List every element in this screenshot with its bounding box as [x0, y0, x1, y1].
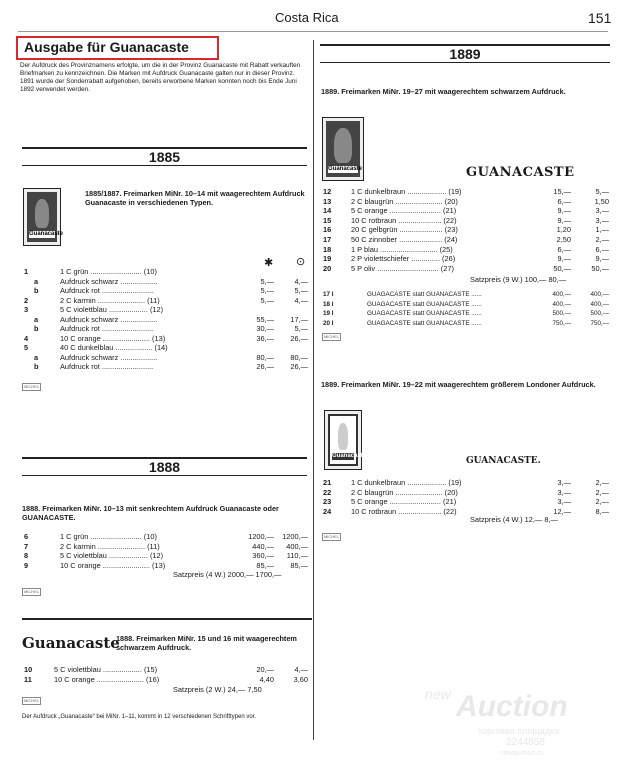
section-title-box — [16, 36, 219, 60]
row-price-mint: 36,— — [256, 333, 274, 343]
table-row — [321, 207, 611, 215]
table-row — [22, 278, 310, 286]
row-price-used: 750,— — [590, 319, 609, 327]
row-price-mint: 3,— — [557, 497, 571, 506]
row-number: 14 — [323, 206, 332, 216]
row-price-mint: 5,— — [260, 286, 274, 295]
row-price-used: 2,— — [595, 235, 609, 244]
watermark-prefix: new — [425, 686, 451, 702]
row-number: 23 — [323, 497, 332, 506]
total-1889: Satzpreis (9 W.) 100,— 80,— — [470, 275, 567, 284]
michel-logo: MICHEL — [323, 534, 340, 539]
row-number: 16 — [323, 225, 332, 235]
total-1888b: Satzpreis (2 W.) 24,— 7,50 — [173, 685, 262, 694]
row-price-mint: 3,— — [557, 478, 571, 487]
row-price-used: 400,— — [286, 541, 308, 551]
row-subletter: a — [34, 314, 39, 324]
michel-logo: MICHEL — [23, 589, 40, 594]
heading-1885: 1885/1887. Freimarken MiNr. 10–14 mit waagerechtem Aufdruck Guanacaste in verschiedenen Typen. — [85, 189, 305, 207]
row-price-used: 9,— — [595, 254, 609, 264]
year-1889: 1889 — [449, 46, 481, 62]
row-description: 2 C blaugrün ....................... (20) — [351, 196, 458, 206]
row-price-used: 400,— — [590, 291, 609, 298]
table-row — [22, 335, 310, 343]
row-price-mint: 80,— — [256, 352, 274, 362]
watermark-tagline: торговая площадка — [478, 726, 560, 736]
row-description: Aufdruck rot ......................... — [60, 362, 154, 371]
table-row — [22, 268, 310, 276]
row-number: 10 — [24, 665, 33, 674]
row-price-mint: 6,— — [557, 244, 571, 254]
table-row — [321, 217, 611, 225]
row-description: 2 C karmin ....................... (11) — [60, 541, 160, 551]
row-price-mint: 500,— — [552, 310, 571, 317]
overprint-1889: GUANACASTE — [466, 165, 575, 180]
row-price-mint: 5,— — [260, 276, 274, 286]
row-number: 5 — [24, 343, 29, 352]
overprint-guanacaste: Guanacaste — [22, 634, 120, 652]
michel-logo: MICHEL — [323, 334, 340, 339]
row-price-used: 1,50 — [594, 196, 609, 206]
row-number: 18 I — [323, 300, 334, 308]
table-row — [321, 291, 611, 299]
heading-1889: 1889. Freimarken MiNr. 19–27 mit waagerechtem schwarzem Aufdruck. — [321, 87, 566, 96]
table-row — [321, 188, 611, 196]
page-number: 151 — [588, 10, 612, 26]
row-description: 1 C dunkelbraun ................... (19) — [351, 478, 462, 487]
row-price-mint: 9,— — [557, 215, 571, 225]
row-price-mint: 2,50 — [556, 235, 571, 244]
row-price-mint: 30,— — [256, 324, 274, 333]
table-row — [22, 552, 310, 560]
used-symbol: ⊙ — [296, 256, 306, 268]
year-bar-1888 — [22, 457, 307, 476]
row-description: Aufdruck schwarz .................. — [60, 352, 158, 362]
table-row — [321, 236, 611, 244]
heading-1888b: 1888. Freimarken MiNr. 15 und 16 mit waagerechtem schwarzem Aufdruck. — [116, 634, 297, 652]
row-description: GUAGACASTE statt GUANACASTE ...... — [367, 300, 482, 308]
section-title: Ausgabe für Guanacaste — [24, 39, 189, 55]
row-price-used: 80,— — [290, 352, 308, 362]
row-description: 5 C violettblau ................... (12) — [60, 551, 164, 560]
row-subletter: b — [34, 362, 39, 371]
row-subletter: b — [34, 324, 39, 333]
row-description: 10 C orange ....................... (16) — [54, 675, 160, 684]
row-number: 4 — [24, 333, 29, 343]
rule-1888b — [22, 618, 312, 620]
table-row — [321, 246, 611, 254]
row-description: 1 C dunkelbraun ................... (19) — [351, 187, 462, 196]
row-price-used: 26,— — [290, 333, 308, 343]
row-price-mint: 3,— — [557, 487, 571, 497]
row-description: 5 C violettblau ................... (15) — [54, 665, 158, 674]
watermark-site: newauction.ru — [500, 750, 544, 757]
row-description: 1 P blau ............................ (25) — [351, 244, 453, 254]
row-number: 11 — [24, 675, 32, 684]
table-row — [321, 301, 611, 309]
year-1888: 1888 — [148, 459, 181, 475]
table-row — [321, 479, 611, 487]
row-number: 17 — [323, 235, 332, 244]
row-price-used: 2,— — [595, 478, 609, 487]
row-description: 50 C zinnober ..................... (24) — [351, 235, 458, 244]
table-row — [321, 265, 611, 273]
table-row — [22, 344, 310, 352]
row-price-mint: 1200,— — [248, 532, 274, 541]
row-description: GUAGACASTE statt GUANACASTE ...... — [367, 291, 482, 298]
table-row — [22, 666, 310, 674]
row-price-used: 110,— — [286, 551, 308, 560]
header-rule — [18, 31, 608, 32]
row-description: 5 C orange ......................... (21) — [351, 206, 457, 216]
row-price-mint: 1,20 — [556, 225, 571, 235]
row-price-used: 17,— — [290, 314, 308, 324]
row-number: 20 — [323, 263, 332, 273]
row-price-used: 26,— — [290, 362, 308, 371]
table-row — [22, 306, 310, 314]
mint-symbol: ✱ — [264, 257, 274, 269]
row-description: 5 C violettblau ................... (12) — [60, 305, 164, 314]
row-number: 17 I — [323, 291, 334, 298]
table-row — [22, 287, 310, 295]
row-description: 10 C orange ....................... (13) — [60, 560, 166, 570]
table-row — [321, 498, 611, 506]
row-price-used: 2,— — [595, 487, 609, 497]
row-number: 22 — [323, 487, 332, 497]
table-row — [321, 255, 611, 263]
header-country: Costa Rica — [275, 10, 339, 25]
table-row — [321, 310, 611, 318]
row-description: 2 P violettschiefer .............. (26) — [351, 254, 456, 264]
row-price-mint: 360,— — [252, 551, 274, 560]
stamp-overprint: Guanacaste — [328, 166, 363, 172]
row-description: 40 C dunkelblau .................. (14) — [60, 343, 168, 352]
watermark-id: 2244858 — [506, 737, 545, 748]
table-row — [22, 325, 310, 333]
row-number: 6 — [24, 532, 29, 541]
row-price-used: 4,— — [294, 665, 308, 674]
table-row — [321, 198, 611, 206]
row-price-used: 8,— — [595, 506, 609, 516]
row-number: 18 — [323, 244, 332, 254]
row-number: 1 — [24, 267, 29, 276]
michel-logo: MICHEL — [23, 384, 40, 389]
stamp-image-1885 — [23, 188, 64, 246]
row-price-used: 4,— — [294, 276, 308, 286]
table-row — [321, 489, 611, 497]
row-description: Aufdruck rot ......................... — [60, 286, 154, 295]
michel-logo: MICHEL — [23, 698, 40, 703]
row-description: 10 C rotbraun ..................... (22) — [351, 215, 457, 225]
row-description: GUAGACASTE statt GUANACASTE ...... — [367, 310, 482, 317]
row-price-mint: 440,— — [252, 541, 274, 551]
row-price-used: 1200,— — [282, 532, 308, 541]
row-description: 2 C blaugrün ....................... (20) — [351, 487, 458, 497]
intro-text: Der Aufdruck des Provinznamens erfolgte, um die in der Provinz Guanacaste mit Rabatt verkauften Briefmarken zu kennzeichnen. Die Marken mit Aufdruck Guanacaste galten nur in dieser Provinz. 1891 wurde der Sonderrabatt aufgehoben, bereits erworbene Marken konnten noch bis Ende Juni 1892 verwendet werden. — [20, 62, 301, 93]
row-price-mint: 400,— — [552, 291, 571, 298]
stamp-overprint: Guanacaste — [29, 231, 64, 237]
row-price-used: 400,— — [590, 300, 609, 308]
row-price-mint: 6,— — [557, 196, 571, 206]
row-price-mint: 5,— — [260, 295, 274, 305]
row-description: 10 C rotbraun ..................... (22) — [351, 506, 457, 516]
row-price-mint: 15,— — [553, 187, 571, 196]
row-number: 9 — [24, 560, 29, 570]
row-price-used: 3,— — [595, 206, 609, 216]
row-price-used: 500,— — [590, 310, 609, 317]
footnote: Der Aufdruck „Guanacaste“ bei MiNr. 1–11, kommt in 12 verschiedenen Schrifttypen vor. — [22, 714, 256, 720]
total-1889b: Satzpreis (4 W.) 12,— 8,— — [470, 515, 558, 524]
row-number: 7 — [24, 541, 29, 551]
table-row — [22, 354, 310, 362]
row-price-mint: 12,— — [553, 506, 571, 516]
row-number: 19 I — [323, 310, 334, 317]
row-number: 13 — [323, 196, 332, 206]
column-divider — [313, 40, 314, 740]
row-price-mint: 9,— — [557, 254, 571, 264]
row-number: 20 I — [323, 319, 334, 327]
row-price-mint: 400,— — [552, 300, 571, 308]
row-price-mint: 4,40 — [259, 675, 274, 684]
stamp-image-1889b — [324, 410, 367, 470]
row-price-mint: 26,— — [256, 362, 274, 371]
row-price-used: 5,— — [294, 324, 308, 333]
row-price-used: 2,— — [595, 497, 609, 506]
row-description: Aufdruck rot ......................... — [60, 324, 154, 333]
row-description: 5 P oliv .............................. (27) — [351, 263, 454, 273]
table-row — [321, 320, 611, 328]
row-description: GUAGACASTE statt GUANACASTE ...... — [367, 319, 482, 327]
row-description: 1 C grün ......................... (10) — [60, 532, 157, 541]
heading-1888: 1888. Freimarken MiNr. 10–13 mit senkrechtem Aufdruck Guanacaste oder GUANACASTE. — [22, 504, 279, 522]
table-row — [22, 543, 310, 551]
row-price-used: 1,— — [595, 225, 609, 235]
row-number: 21 — [323, 478, 332, 487]
row-number: 15 — [323, 215, 332, 225]
row-price-used: 5,— — [294, 286, 308, 295]
watermark-brand: Auction — [456, 690, 568, 723]
row-number: 24 — [323, 506, 332, 516]
year-bar-1885 — [22, 147, 307, 166]
heading-1889b: 1889. Freimarken MiNr. 19–22 mit waagerechtem größerem Londoner Aufdruck. — [321, 380, 596, 389]
row-description: 2 C karmin ....................... (11) — [60, 295, 160, 305]
row-price-used: 5,— — [595, 187, 609, 196]
row-price-used: 50,— — [591, 263, 609, 273]
table-row — [22, 562, 310, 570]
total-1888: Satzpreis (4 W.) 2000,— 1700,— — [173, 570, 282, 579]
row-subletter: a — [34, 276, 39, 286]
row-price-used: 4,— — [294, 295, 308, 305]
row-description: 5 C orange ......................... (21) — [351, 497, 457, 506]
row-number: 2 — [24, 295, 29, 305]
row-subletter: a — [34, 352, 39, 362]
row-price-used: 3,— — [595, 215, 609, 225]
stamp-image-1889 — [322, 117, 364, 181]
row-number: 8 — [24, 551, 29, 560]
table-row — [22, 363, 310, 371]
row-price-mint: 85,— — [256, 560, 274, 570]
overprint-1889b: GUANACASTE. — [466, 456, 541, 466]
row-description: 10 C orange ....................... (13) — [60, 333, 166, 343]
row-description: 1 C grün ......................... (10) — [60, 267, 157, 276]
table-row — [321, 226, 611, 234]
table-row — [321, 508, 611, 516]
row-price-mint: 50,— — [553, 263, 571, 273]
row-price-mint: 55,— — [256, 314, 274, 324]
year-1885: 1885 — [148, 149, 181, 165]
row-description: 20 C gelbgrün ..................... (23) — [351, 225, 458, 235]
row-number: 12 — [323, 187, 332, 196]
row-price-mint: 750,— — [552, 319, 571, 327]
stamp-overprint: Guanacaste — [332, 453, 367, 459]
year-bar-1889 — [320, 44, 610, 63]
row-description: Aufdruck schwarz .................. — [60, 314, 158, 324]
table-row — [22, 676, 310, 684]
table-row — [22, 297, 310, 305]
row-price-used: 85,— — [290, 560, 308, 570]
row-description: Aufdruck schwarz .................. — [60, 276, 158, 286]
table-row — [22, 533, 310, 541]
row-price-used: 6,— — [595, 244, 609, 254]
row-price-mint: 20,— — [256, 665, 274, 674]
table-row — [22, 316, 310, 324]
row-number: 3 — [24, 305, 29, 314]
row-subletter: b — [34, 286, 39, 295]
row-price-used: 3,60 — [293, 675, 308, 684]
row-number: 19 — [323, 254, 332, 264]
row-price-mint: 9,— — [557, 206, 571, 216]
